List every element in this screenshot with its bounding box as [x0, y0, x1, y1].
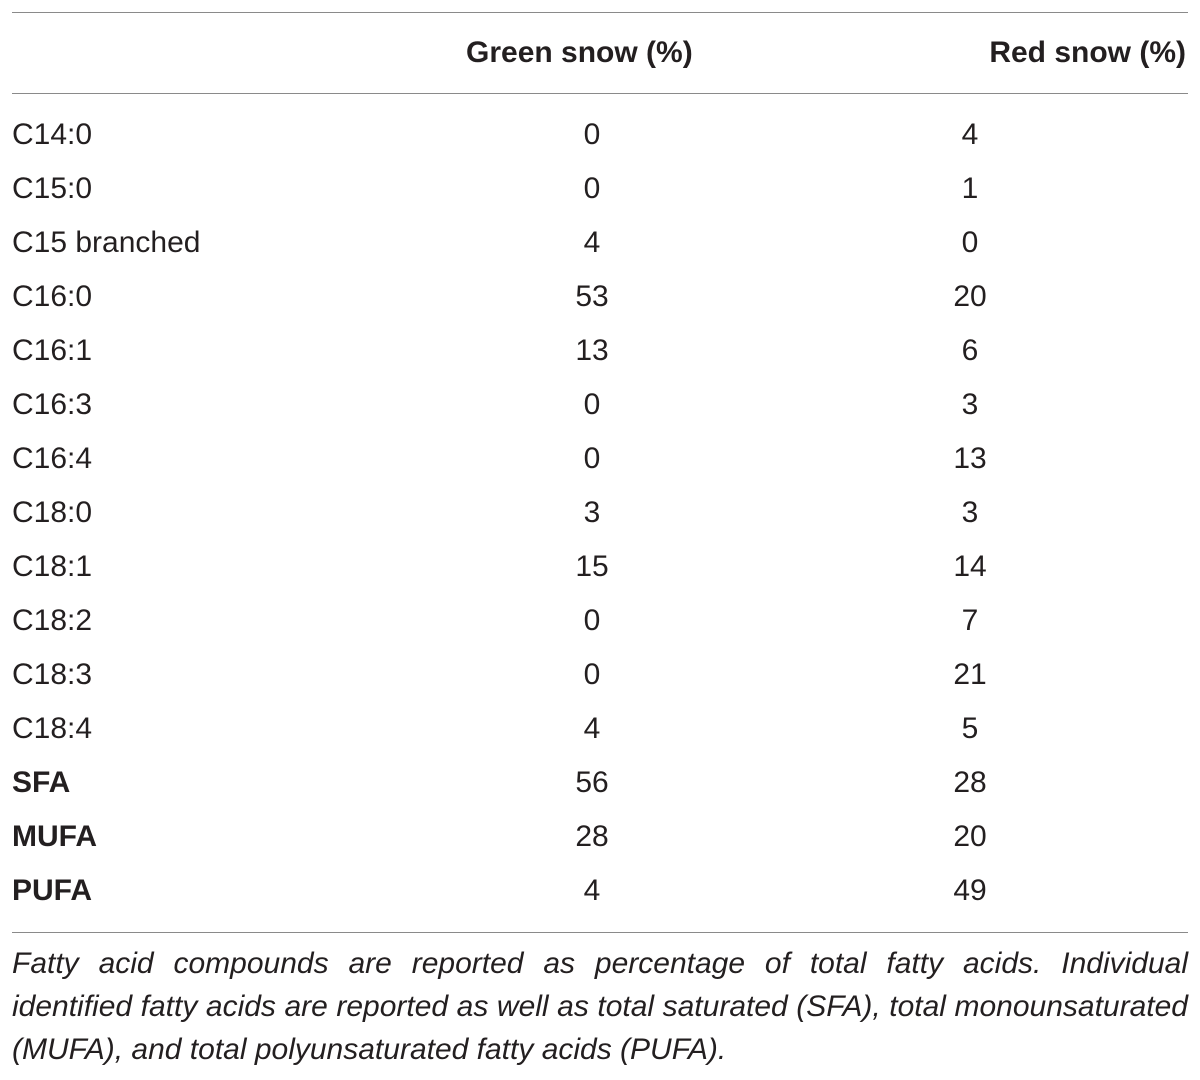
header-red-snow: Red snow (%) [989, 36, 1186, 69]
red-snow-value: 13 [953, 442, 987, 475]
red-snow-value: 1 [961, 172, 979, 205]
table-row [12, 378, 1188, 432]
table-top-rule [12, 12, 1188, 13]
row-label: C15 branched [12, 226, 201, 259]
row-label: C14:0 [12, 118, 93, 151]
table-footnote: Fatty acid compounds are reported as percentage of total fatty acids. Individual identified fatty acids are reported as well as total saturated (SFA), total monounsaturated (MUFA), and total polyunsaturated fatty acids (PUFA). [12, 947, 1188, 1066]
table-row [12, 162, 1188, 216]
red-snow-value: 49 [953, 874, 987, 907]
table-row [12, 432, 1188, 486]
green-snow-value: 4 [583, 226, 601, 259]
row-label: C18:3 [12, 658, 93, 691]
table-row [12, 108, 1188, 162]
green-snow-value: 0 [583, 388, 601, 421]
header-rule [12, 93, 1188, 94]
green-snow-value: 3 [583, 496, 601, 529]
row-label: SFA [12, 766, 71, 799]
table-row [12, 756, 1188, 810]
red-snow-value: 3 [961, 496, 979, 529]
table-bottom-rule [12, 932, 1188, 933]
green-snow-value: 0 [583, 604, 601, 637]
red-snow-value: 6 [961, 334, 979, 367]
green-snow-value: 28 [575, 820, 609, 853]
table-row [12, 486, 1188, 540]
row-label: C16:3 [12, 388, 93, 421]
table-row [12, 648, 1188, 702]
table-body [12, 108, 1188, 918]
red-snow-value: 21 [953, 658, 987, 691]
green-snow-value: 0 [583, 172, 601, 205]
green-snow-value: 15 [575, 550, 609, 583]
header-green-snow: Green snow (%) [466, 36, 693, 69]
red-snow-value: 3 [961, 388, 979, 421]
row-label: C16:0 [12, 280, 93, 313]
table-row [12, 324, 1188, 378]
green-snow-value: 13 [575, 334, 609, 367]
table-row [12, 540, 1188, 594]
red-snow-value: 0 [961, 226, 979, 259]
green-snow-value: 56 [575, 766, 609, 799]
row-label: C18:4 [12, 712, 93, 745]
green-snow-value: 53 [575, 280, 609, 313]
red-snow-value: 28 [953, 766, 987, 799]
red-snow-value: 20 [953, 280, 987, 313]
row-label: C18:2 [12, 604, 93, 637]
red-snow-value: 20 [953, 820, 987, 853]
row-label: C16:4 [12, 442, 93, 475]
table-row [12, 864, 1188, 918]
fatty-acid-table [12, 108, 1188, 918]
green-snow-value: 0 [583, 658, 601, 691]
red-snow-value: 14 [953, 550, 987, 583]
table-row [12, 702, 1188, 756]
row-label: C16:1 [12, 334, 93, 367]
row-label: C15:0 [12, 172, 93, 205]
row-label: C18:1 [12, 550, 93, 583]
row-label: MUFA [12, 820, 97, 853]
table-row [12, 810, 1188, 864]
red-snow-value: 5 [961, 712, 979, 745]
row-label: C18:0 [12, 496, 93, 529]
red-snow-value: 4 [961, 118, 979, 151]
table-row [12, 594, 1188, 648]
red-snow-value: 7 [961, 604, 979, 637]
table-row [12, 270, 1188, 324]
green-snow-value: 4 [583, 712, 601, 745]
green-snow-value: 4 [583, 874, 601, 907]
table-row [12, 216, 1188, 270]
green-snow-value: 0 [583, 442, 601, 475]
green-snow-value: 0 [583, 118, 601, 151]
row-label: PUFA [12, 874, 93, 907]
